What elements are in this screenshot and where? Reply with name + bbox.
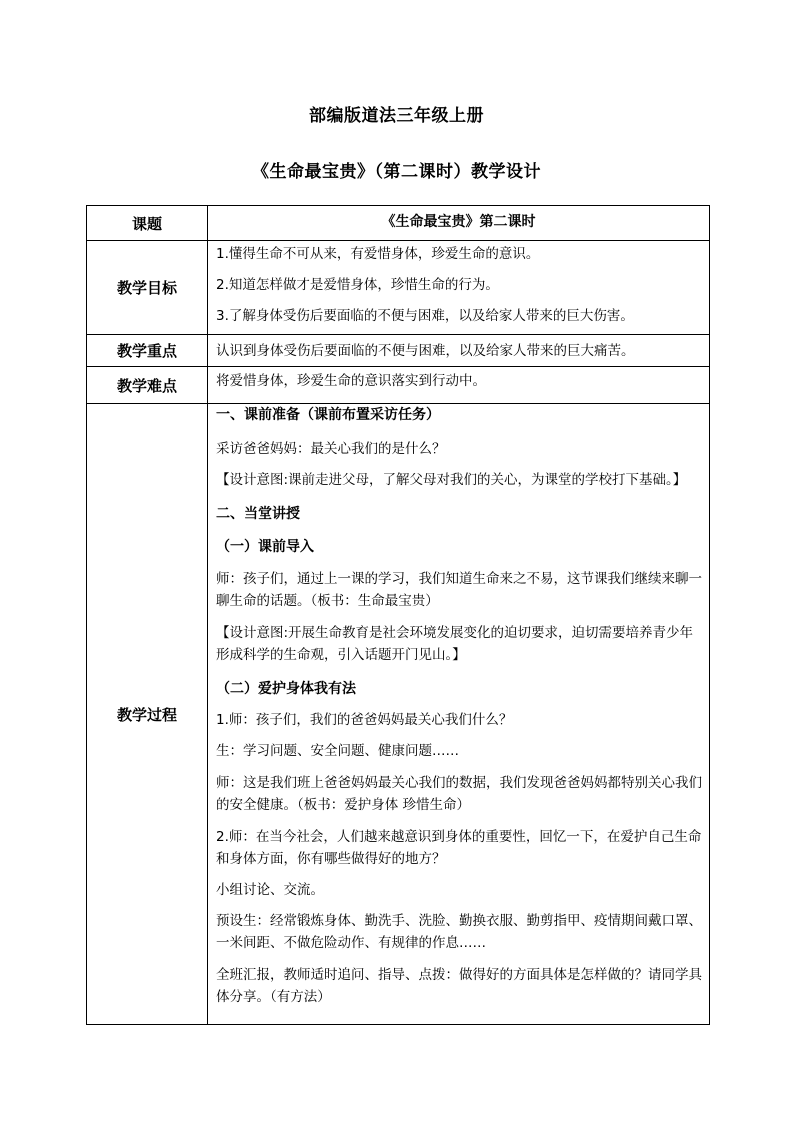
document-title: 部编版道法三年级上册 <box>309 106 484 126</box>
goal-3: 3.了解身体受伤后要面临的不便与困难，以及给家人带来的巨大伤害。 <box>216 308 634 324</box>
section-2-para-5: 师：这是我们班上爸爸妈妈最关心我们的数据，我们发现爸爸妈妈都特别关心我们的安全健康。（板书：爱护身体 珍惜生命） <box>216 775 702 813</box>
label-process: 教学过程 <box>87 404 208 1025</box>
section-2-para-6: 2.师：在当今社会，人们越来越意识到身体的重要性，回忆一下，在爱护自己生命和身体方面，你有哪些做得好的地方？ <box>216 829 702 867</box>
section-2-para-7: 小组讨论、交流。 <box>216 882 324 898</box>
goal-2: 2.知道怎样做才是爱惜身体，珍惜生命的行为。 <box>216 277 499 293</box>
cell-key-point <box>208 335 710 367</box>
topic-value: 《生命最宝贵》第二课时 <box>381 214 536 230</box>
section-1-para-2: 【设计意图:课前走进父母，了解父母对我们的关心，为课堂的学校打下基础。】 <box>216 472 687 488</box>
label-key-point: 教学重点 <box>87 335 208 367</box>
section-2-para-2: 【设计意图:开展生命教育是社会环境发展变化的迫切要求，迫切需要培养青少年形成科学的生命观，引入话题开门见山。】 <box>216 625 694 663</box>
section-2-para-1: 师：孩子们，通过上一课的学习，我们知道生命来之不易，这节课我们继续来聊一聊生命的话题。（板书：生命最宝贵） <box>216 571 702 609</box>
row-process <box>87 404 710 1025</box>
difficulty-text: 将爱惜身体，珍爱生命的意识落实到行动中。 <box>216 373 486 389</box>
section-1-para-1: 采访爸爸妈妈：最关心我们的是什么？ <box>216 441 446 457</box>
section-2-sub-2: （二）爱护身体我有法 <box>216 681 356 697</box>
label-topic: 课题 <box>87 206 208 241</box>
cell-goals <box>208 241 710 335</box>
row-difficulty <box>87 367 710 404</box>
section-2-heading: 二、当堂讲授 <box>216 506 300 522</box>
key-point-text: 认识到身体受伤后要面临的不便与困难，以及给家人带来的巨大痛苦。 <box>216 342 635 359</box>
label-goals: 教学目标 <box>87 241 208 335</box>
row-topic <box>87 206 710 241</box>
row-goals <box>87 241 710 335</box>
section-2-para-9: 全班汇报，教师适时追问、指导、点拨：做得好的方面具体是怎样做的？请同学具体分享。（有方法） <box>216 967 702 1005</box>
cell-process <box>208 404 710 1025</box>
label-difficulty: 教学难点 <box>87 367 208 404</box>
section-1-heading: 一、课前准备（课前布置采访任务） <box>216 407 440 423</box>
section-2-para-8: 预设生：经常锻炼身体、勤洗手、洗脸、勤换衣服、勤剪指甲、疫情期间戴口罩、一米间距、不做危险动作、有规律的作息…… <box>216 913 702 951</box>
cell-topic <box>208 206 710 241</box>
goal-1: 1.懂得生命不可从来，有爱惜身体，珍爱生命的意识。 <box>216 246 540 262</box>
cell-difficulty <box>208 367 710 404</box>
lesson-plan-table <box>86 205 710 1025</box>
section-2-para-3: 1.师：孩子们，我们的爸爸妈妈最关心我们什么？ <box>216 712 513 728</box>
row-key-point <box>87 335 710 367</box>
section-2-sub-1: （一）课前导入 <box>216 539 314 555</box>
section-2-para-4: 生：学习问题、安全问题、健康问题…… <box>216 743 459 759</box>
document-subtitle: 《生命最宝贵》（第二课时）教学设计 <box>252 162 541 182</box>
